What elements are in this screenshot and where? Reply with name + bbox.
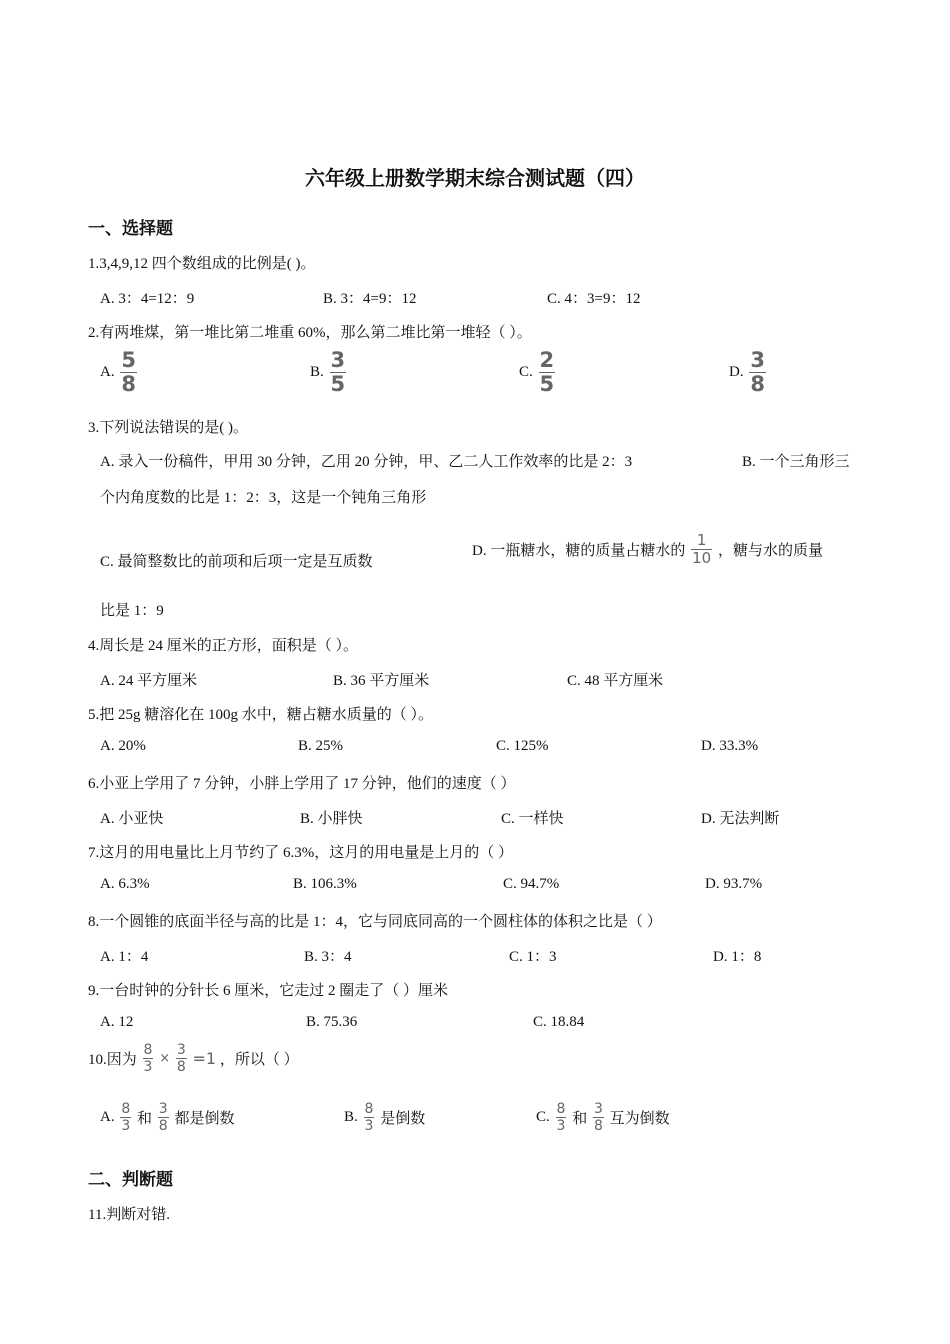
q10-option-c[interactable] — [536, 1102, 670, 1133]
q2-option-a-label: A. — [100, 364, 115, 380]
q7-option-b[interactable]: B. 106.3% — [293, 876, 357, 892]
q7-option-a[interactable]: A. 6.3% — [100, 876, 150, 892]
q1-option-b[interactable]: B. 3：4=9：12 — [323, 291, 417, 307]
q2-option-b[interactable] — [310, 350, 348, 395]
q3-option-a[interactable]: A. 录入一份稿件，甲用 30 分钟，乙用 20 分钟，甲、乙二人工作效率的比是 2：3 — [100, 454, 633, 470]
question-9: 9.一台时钟的分针长 6 厘米，它走过 2 圈走了（ ）厘米 — [88, 983, 449, 999]
question-10-text-tail: ，所以（ ） — [219, 1052, 299, 1068]
q3-option-c[interactable]: C. 最简整数比的前项和后项一定是互质数 — [100, 554, 373, 570]
question-3: 3.下列说法错误的是( )。 — [88, 420, 248, 436]
q6-option-b[interactable]: B. 小胖快 — [300, 811, 363, 827]
q3-option-d-text: D. 一瓶糖水，糖的质量占糖水的 — [472, 543, 686, 559]
q9-option-b[interactable]: B. 75.36 — [306, 1014, 358, 1030]
q9-option-c[interactable]: C. 18.84 — [533, 1014, 585, 1030]
q7-option-d[interactable]: D. 93.7% — [705, 876, 763, 892]
q10-option-c-fraction-2: $\frac{3}{8}$ — [593, 1101, 603, 1134]
q3-option-d[interactable] — [472, 533, 823, 566]
q4-option-c[interactable]: C. 48 平方厘米 — [567, 673, 664, 689]
q5-option-d[interactable]: D. 33.3% — [701, 738, 759, 754]
q6-option-d[interactable]: D. 无法判断 — [701, 811, 780, 827]
q8-option-d[interactable]: D. 1：8 — [713, 949, 762, 965]
q2-option-d-label: D. — [729, 364, 744, 380]
q5-option-c[interactable]: C. 125% — [496, 738, 549, 754]
q10-option-b-label: B. — [344, 1109, 358, 1125]
q1-option-c[interactable]: C. 4：3=9：12 — [547, 291, 641, 307]
q2-option-d[interactable] — [729, 350, 768, 395]
q2-option-c-label: C. — [519, 364, 533, 380]
section-heading-judgment: 二、判断题 — [88, 1170, 173, 1190]
q2-option-a[interactable] — [100, 350, 139, 395]
q2-option-d-fraction: $\frac{3}{8}$ — [750, 348, 765, 396]
question-1: 1.3,4,9,12 四个数组成的比例是( )。 — [88, 256, 316, 272]
q3-option-d-line2[interactable]: 比是 1：9 — [100, 603, 164, 619]
q4-option-b[interactable]: B. 36 平方厘米 — [333, 673, 430, 689]
q3-option-d-fraction: $\frac{1}{10}$ — [692, 531, 712, 567]
q8-option-c[interactable]: C. 1：3 — [509, 949, 557, 965]
q5-option-b[interactable]: B. 25% — [298, 738, 343, 754]
q5-option-a[interactable]: A. 20% — [100, 738, 146, 754]
question-7: 7.这月的用电量比上月节约了 6.3%，这月的用电量是上月的（ ） — [88, 845, 513, 861]
question-5: 5.把 25g 糖溶化在 100g 水中，糖占糖水质量的（ ）。 — [88, 707, 434, 723]
q10-fraction-1: $\frac{8}{3}$ — [143, 1042, 153, 1075]
section-heading-choice: 一、选择题 — [88, 219, 173, 239]
q2-option-b-label: B. — [310, 364, 324, 380]
question-10-text: 10.因为 — [88, 1052, 137, 1068]
q1-option-a[interactable]: A. 3：4=12：9 — [100, 291, 195, 307]
q2-option-c[interactable] — [519, 350, 557, 395]
q2-option-b-fraction: $\frac{3}{5}$ — [330, 348, 346, 396]
question-6: 6.小亚上学用了 7 分钟，小胖上学用了 17 分钟，他们的速度（ ） — [88, 776, 516, 792]
q7-option-c[interactable]: C. 94.7% — [503, 876, 560, 892]
q10-times-sign: × — [159, 1051, 171, 1066]
q8-option-b[interactable]: B. 3：4 — [304, 949, 352, 965]
q10-fraction-2: $\frac{3}{8}$ — [176, 1042, 186, 1075]
q10-option-b[interactable] — [344, 1102, 425, 1133]
question-4: 4.周长是 24 厘米的正方形，面积是（ ）。 — [88, 638, 359, 654]
q10-option-a-label: A. — [100, 1109, 115, 1125]
question-10 — [88, 1043, 299, 1074]
question-11: 11.判断对错. — [88, 1207, 170, 1223]
q8-option-a[interactable]: A. 1：4 — [100, 949, 149, 965]
q10-option-c-and: 和 — [572, 1111, 588, 1127]
q2-option-a-fraction: $\frac{5}{8}$ — [121, 348, 136, 396]
page-title: 六年级上册数学期末综合测试题（四） — [305, 166, 645, 190]
q10-option-b-text: 是倒数 — [380, 1111, 426, 1127]
q10-option-b-fraction: $\frac{8}{3}$ — [364, 1101, 374, 1134]
question-2: 2.有两堆煤，第一堆比第二堆重 60%，那么第二堆比第一堆轻（ ）。 — [88, 325, 532, 341]
q4-option-a[interactable]: A. 24 平方厘米 — [100, 673, 198, 689]
q3-option-d-text-tail: ，糖与水的质量 — [717, 543, 823, 559]
q3-option-b-line1[interactable]: B. 一个三角形三 — [742, 454, 850, 470]
q2-option-c-fraction: $\frac{2}{5}$ — [539, 348, 555, 396]
q10-equals-one: =1 — [192, 1049, 217, 1068]
q6-option-a[interactable]: A. 小亚快 — [100, 811, 164, 827]
q10-option-c-label: C. — [536, 1109, 550, 1125]
q6-option-c[interactable]: C. 一样快 — [501, 811, 564, 827]
q10-option-c-fraction-1: $\frac{8}{3}$ — [556, 1101, 566, 1134]
question-8: 8.一个圆锥的底面半径与高的比是 1：4，它与同底同高的一个圆柱体的体积之比是（ ） — [88, 914, 662, 930]
q10-option-a-fraction-1: $\frac{8}{3}$ — [121, 1101, 131, 1134]
q10-option-a-text: 都是倒数 — [174, 1111, 235, 1127]
q10-option-a[interactable] — [100, 1102, 234, 1133]
q10-option-c-text: 互为倒数 — [609, 1111, 670, 1127]
q3-option-b-line2[interactable]: 个内角度数的比是 1：2：3，这是一个钝角三角形 — [100, 490, 427, 506]
q10-option-a-and: 和 — [137, 1111, 153, 1127]
q10-option-a-fraction-2: $\frac{3}{8}$ — [158, 1101, 168, 1134]
q9-option-a[interactable]: A. 12 — [100, 1014, 134, 1030]
